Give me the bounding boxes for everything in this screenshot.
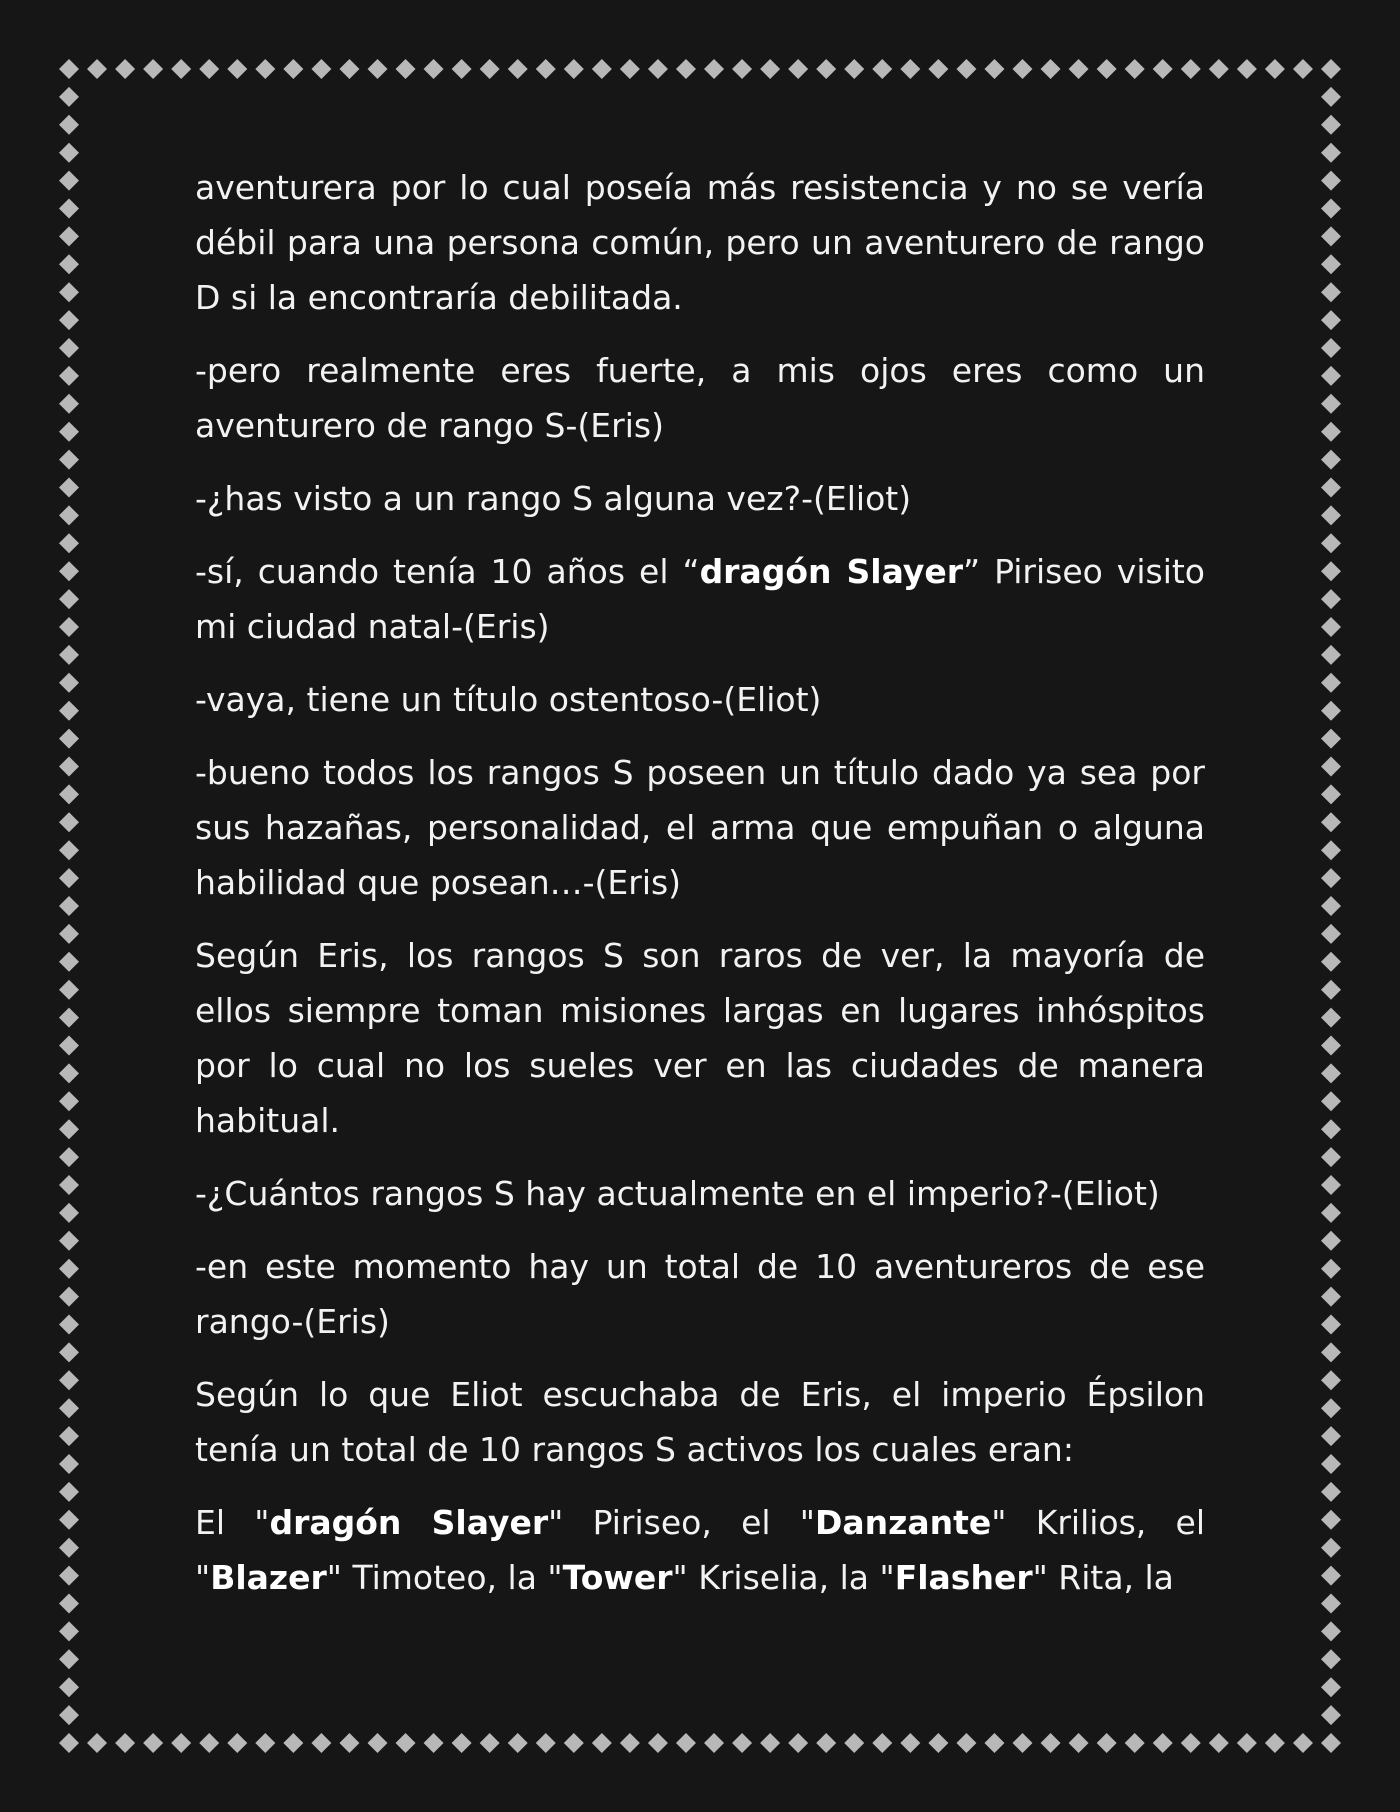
border-diamond [452, 59, 472, 79]
paragraph-text: Según lo que Eliot escuchaba de Eris, el imperio Épsilon tenía un total de 10 rangos S activos los cuales eran: [195, 1375, 1205, 1469]
border-diamond [255, 59, 275, 79]
border-diamond [1321, 784, 1341, 804]
border-diamond [1321, 478, 1341, 498]
border-diamond [59, 1705, 79, 1725]
border-diamond [1321, 1482, 1341, 1502]
border-diamond [1321, 1315, 1341, 1335]
border-diamond [59, 338, 79, 358]
border-diamond [1321, 673, 1341, 693]
border-diamond [1321, 394, 1341, 414]
border-diamond [227, 59, 247, 79]
paragraph-text: -pero realmente eres fuerte, a mis ojos eres como un aventurero de rango S-(Eris) [195, 351, 1205, 445]
border-diamond [1181, 1733, 1201, 1753]
border-diamond [1321, 1454, 1341, 1474]
border-diamond [1321, 1621, 1341, 1641]
border-diamond [59, 450, 79, 470]
border-diamond [1209, 1733, 1229, 1753]
bold-title-text: dragón Slayer [269, 1503, 549, 1542]
paragraph [195, 672, 1205, 727]
border-diamond [900, 1733, 920, 1753]
border-diamond [676, 59, 696, 79]
paragraph-text: " Rita, la [1032, 1558, 1174, 1597]
border-diamond [1321, 1259, 1341, 1279]
paragraph-text: -sí, cuando tenía 10 años el “ [195, 552, 700, 591]
border-diamond [59, 1091, 79, 1111]
border-diamond [872, 59, 892, 79]
paragraph-text: ” Piriseo visito mi ciudad natal-(Eris) [195, 552, 1205, 646]
border-diamond [1321, 59, 1341, 79]
border-diamond [59, 757, 79, 777]
border-diamond [1097, 59, 1117, 79]
border-diamond [59, 422, 79, 442]
border-diamond [1321, 282, 1341, 302]
paragraph-text: " Krilios, el " [195, 1503, 1205, 1597]
border-diamond [59, 59, 79, 79]
border-diamond [59, 896, 79, 916]
paragraph [195, 343, 1205, 453]
border-diamond [536, 59, 556, 79]
border-diamond [1321, 505, 1341, 525]
border-diamond [1321, 1036, 1341, 1056]
border-diamond [59, 1594, 79, 1614]
border-diamond [59, 952, 79, 972]
border-diamond [1321, 868, 1341, 888]
border-diamond [1321, 1398, 1341, 1418]
border-diamond [480, 1733, 500, 1753]
border-diamond [1013, 59, 1033, 79]
border-diamond [1321, 1594, 1341, 1614]
border-diamond [59, 1342, 79, 1362]
border-diamond [283, 59, 303, 79]
border-diamond [928, 1733, 948, 1753]
border-diamond [788, 1733, 808, 1753]
border-diamond [1321, 896, 1341, 916]
border-diamond [1321, 757, 1341, 777]
border-diamond [1321, 1677, 1341, 1697]
border-diamond [1321, 1147, 1341, 1167]
border-diamond [984, 59, 1004, 79]
border-diamond [59, 1370, 79, 1390]
border-diamond [59, 1649, 79, 1669]
border-diamond [1321, 617, 1341, 637]
border-diamond [620, 59, 640, 79]
border-diamond [1321, 143, 1341, 163]
paragraph-text: -¿Cuántos rangos S hay actualmente en el imperio?-(Eliot) [195, 1174, 1160, 1213]
border-diamond [59, 282, 79, 302]
border-diamond [1321, 729, 1341, 749]
border-diamond [59, 840, 79, 860]
border-diamond [1237, 1733, 1257, 1753]
border-diamond [452, 1733, 472, 1753]
border-diamond [424, 59, 444, 79]
border-diamond [1321, 310, 1341, 330]
border-diamond [59, 589, 79, 609]
border-diamond [1321, 115, 1341, 135]
paragraph [195, 1495, 1205, 1605]
border-diamond [676, 1733, 696, 1753]
border-diamond [1069, 59, 1089, 79]
border-diamond [59, 115, 79, 135]
border-diamond [536, 1733, 556, 1753]
border-diamond [59, 226, 79, 246]
border-diamond [1321, 254, 1341, 274]
paragraph-text: " Timoteo, la " [326, 1558, 563, 1597]
border-diamond [592, 1733, 612, 1753]
paragraph [195, 471, 1205, 526]
border-diamond [1153, 1733, 1173, 1753]
border-diamond [1321, 1426, 1341, 1446]
border-diamond [59, 617, 79, 637]
paragraph [195, 745, 1205, 910]
border-diamond [760, 59, 780, 79]
border-diamond [1321, 812, 1341, 832]
border-diamond [1181, 59, 1201, 79]
border-diamond [396, 1733, 416, 1753]
border-diamond [59, 1566, 79, 1586]
border-diamond [59, 868, 79, 888]
border-diamond [171, 59, 191, 79]
border-diamond [87, 59, 107, 79]
border-diamond [1321, 561, 1341, 581]
border-diamond [1097, 1733, 1117, 1753]
border-diamond [1321, 1370, 1341, 1390]
border-diamond [59, 310, 79, 330]
border-diamond [59, 171, 79, 191]
paragraph-text: -bueno todos los rangos S poseen un título dado ya sea por sus hazañas, personalidad, el arma que empuñan o alguna habilidad que posean…-(Eris) [195, 753, 1205, 902]
border-diamond [648, 59, 668, 79]
border-diamond [59, 87, 79, 107]
border-diamond [59, 561, 79, 581]
border-diamond [59, 143, 79, 163]
border-diamond [1321, 980, 1341, 1000]
page-text [195, 160, 1205, 1623]
border-diamond [59, 199, 79, 219]
border-diamond [59, 254, 79, 274]
border-diamond [1321, 1566, 1341, 1586]
border-diamond [788, 59, 808, 79]
border-diamond [928, 59, 948, 79]
border-diamond [1069, 1733, 1089, 1753]
border-diamond [1125, 59, 1145, 79]
paragraph [195, 160, 1205, 325]
border-diamond [1321, 645, 1341, 665]
border-diamond [59, 729, 79, 749]
paragraph-text: " Kriselia, la " [672, 1558, 895, 1597]
paragraph-text: -en este momento hay un total de 10 aventureros de ese rango-(Eris) [195, 1247, 1205, 1341]
border-diamond [59, 1231, 79, 1251]
border-diamond [1321, 1705, 1341, 1725]
border-diamond [1293, 59, 1313, 79]
border-diamond [732, 1733, 752, 1753]
border-diamond [59, 1398, 79, 1418]
border-diamond [1265, 59, 1285, 79]
border-diamond [704, 59, 724, 79]
border-diamond [1265, 1733, 1285, 1753]
border-diamond [59, 1147, 79, 1167]
border-diamond [1321, 952, 1341, 972]
border-diamond [1321, 924, 1341, 944]
border-diamond [1321, 1342, 1341, 1362]
border-diamond [1321, 1510, 1341, 1530]
border-diamond [1209, 59, 1229, 79]
border-diamond [760, 1733, 780, 1753]
border-diamond [1041, 1733, 1061, 1753]
border-diamond [59, 1008, 79, 1028]
border-diamond [59, 478, 79, 498]
border-diamond [1321, 1008, 1341, 1028]
bold-title-text: Danzante [814, 1503, 992, 1542]
bold-title-text: dragón Slayer [699, 552, 963, 591]
border-diamond [59, 673, 79, 693]
border-diamond [227, 1733, 247, 1753]
border-diamond [311, 1733, 331, 1753]
border-diamond [199, 59, 219, 79]
border-diamond [59, 394, 79, 414]
border-diamond [1321, 1538, 1341, 1558]
border-diamond [59, 1733, 79, 1753]
border-diamond [1321, 589, 1341, 609]
paragraph [195, 1166, 1205, 1221]
border-diamond [1321, 1063, 1341, 1083]
border-diamond [1321, 1733, 1341, 1753]
paragraph-text: Según Eris, los rangos S son raros de ver, la mayoría de ellos siempre toman misiones largas en lugares inhóspitos por lo cual no los sueles ver en las ciudades de manera habitual. [195, 936, 1205, 1140]
border-diamond [1321, 338, 1341, 358]
border-diamond [59, 505, 79, 525]
border-diamond [1321, 199, 1341, 219]
border-diamond [1321, 1091, 1341, 1111]
border-diamond [564, 59, 584, 79]
border-diamond [339, 1733, 359, 1753]
border-diamond [1321, 226, 1341, 246]
border-diamond [143, 59, 163, 79]
border-diamond [199, 1733, 219, 1753]
bold-title-text: Blazer [210, 1558, 327, 1597]
border-diamond [59, 1175, 79, 1195]
border-diamond [1321, 450, 1341, 470]
border-diamond [592, 59, 612, 79]
border-diamond [59, 1621, 79, 1641]
border-diamond [59, 784, 79, 804]
border-diamond [956, 1733, 976, 1753]
border-diamond [59, 1454, 79, 1474]
border-diamond [59, 1510, 79, 1530]
border-diamond [1125, 1733, 1145, 1753]
border-diamond [844, 59, 864, 79]
border-diamond [59, 1482, 79, 1502]
border-diamond [1321, 171, 1341, 191]
border-diamond [59, 1036, 79, 1056]
border-diamond [1041, 59, 1061, 79]
paragraph [195, 1367, 1205, 1477]
border-diamond [1321, 840, 1341, 860]
border-diamond [984, 1733, 1004, 1753]
border-diamond [704, 1733, 724, 1753]
border-diamond [480, 59, 500, 79]
border-diamond [1321, 1119, 1341, 1139]
border-diamond [115, 59, 135, 79]
border-diamond [816, 1733, 836, 1753]
border-diamond [424, 1733, 444, 1753]
paragraph-text: -vaya, tiene un título ostentoso-(Eliot) [195, 680, 822, 719]
border-diamond [396, 59, 416, 79]
paragraph-text: aventurera por lo cual poseía más resistencia y no se vería débil para una persona común, pero un aventurero de rango D si la encontraría debilitada. [195, 168, 1205, 317]
border-diamond [59, 1315, 79, 1335]
paragraph [195, 544, 1205, 654]
border-diamond [872, 1733, 892, 1753]
border-diamond [900, 59, 920, 79]
border-diamond [59, 1538, 79, 1558]
border-diamond [1321, 422, 1341, 442]
border-diamond [816, 59, 836, 79]
border-diamond [508, 59, 528, 79]
border-diamond [59, 980, 79, 1000]
bold-title-text: Tower [562, 1558, 673, 1597]
border-diamond [59, 1426, 79, 1446]
border-diamond [59, 1119, 79, 1139]
border-diamond [59, 701, 79, 721]
paragraph-text: El " [195, 1503, 270, 1542]
border-diamond [1321, 533, 1341, 553]
border-diamond [59, 812, 79, 832]
border-diamond [59, 1677, 79, 1697]
border-diamond [844, 1733, 864, 1753]
border-diamond [564, 1733, 584, 1753]
border-diamond [1293, 1733, 1313, 1753]
paragraph [195, 928, 1205, 1148]
border-diamond [956, 59, 976, 79]
border-diamond [1321, 87, 1341, 107]
border-diamond [1321, 1203, 1341, 1223]
border-diamond [1321, 1231, 1341, 1251]
border-diamond [1237, 59, 1257, 79]
border-diamond [283, 1733, 303, 1753]
border-diamond [648, 1733, 668, 1753]
border-diamond [59, 1203, 79, 1223]
paragraph-text: " Piriseo, el " [548, 1503, 815, 1542]
border-diamond [508, 1733, 528, 1753]
border-diamond [143, 1733, 163, 1753]
border-diamond [59, 1287, 79, 1307]
border-diamond [1321, 1287, 1341, 1307]
border-diamond [115, 1733, 135, 1753]
border-diamond [620, 1733, 640, 1753]
border-diamond [311, 59, 331, 79]
border-diamond [732, 59, 752, 79]
border-diamond [255, 1733, 275, 1753]
border-diamond [171, 1733, 191, 1753]
border-diamond [1013, 1733, 1033, 1753]
border-diamond [1153, 59, 1173, 79]
border-diamond [59, 1063, 79, 1083]
border-diamond [1321, 701, 1341, 721]
border-diamond [59, 924, 79, 944]
border-diamond [59, 366, 79, 386]
bold-title-text: Flasher [894, 1558, 1033, 1597]
border-diamond [59, 1259, 79, 1279]
border-diamond [367, 59, 387, 79]
border-diamond [59, 533, 79, 553]
border-diamond [1321, 366, 1341, 386]
border-diamond [1321, 1649, 1341, 1669]
border-diamond [59, 645, 79, 665]
border-diamond [367, 1733, 387, 1753]
border-diamond [339, 59, 359, 79]
paragraph [195, 1239, 1205, 1349]
border-diamond [87, 1733, 107, 1753]
border-diamond [1321, 1175, 1341, 1195]
paragraph-text: -¿has visto a un rango S alguna vez?-(Eliot) [195, 479, 912, 518]
